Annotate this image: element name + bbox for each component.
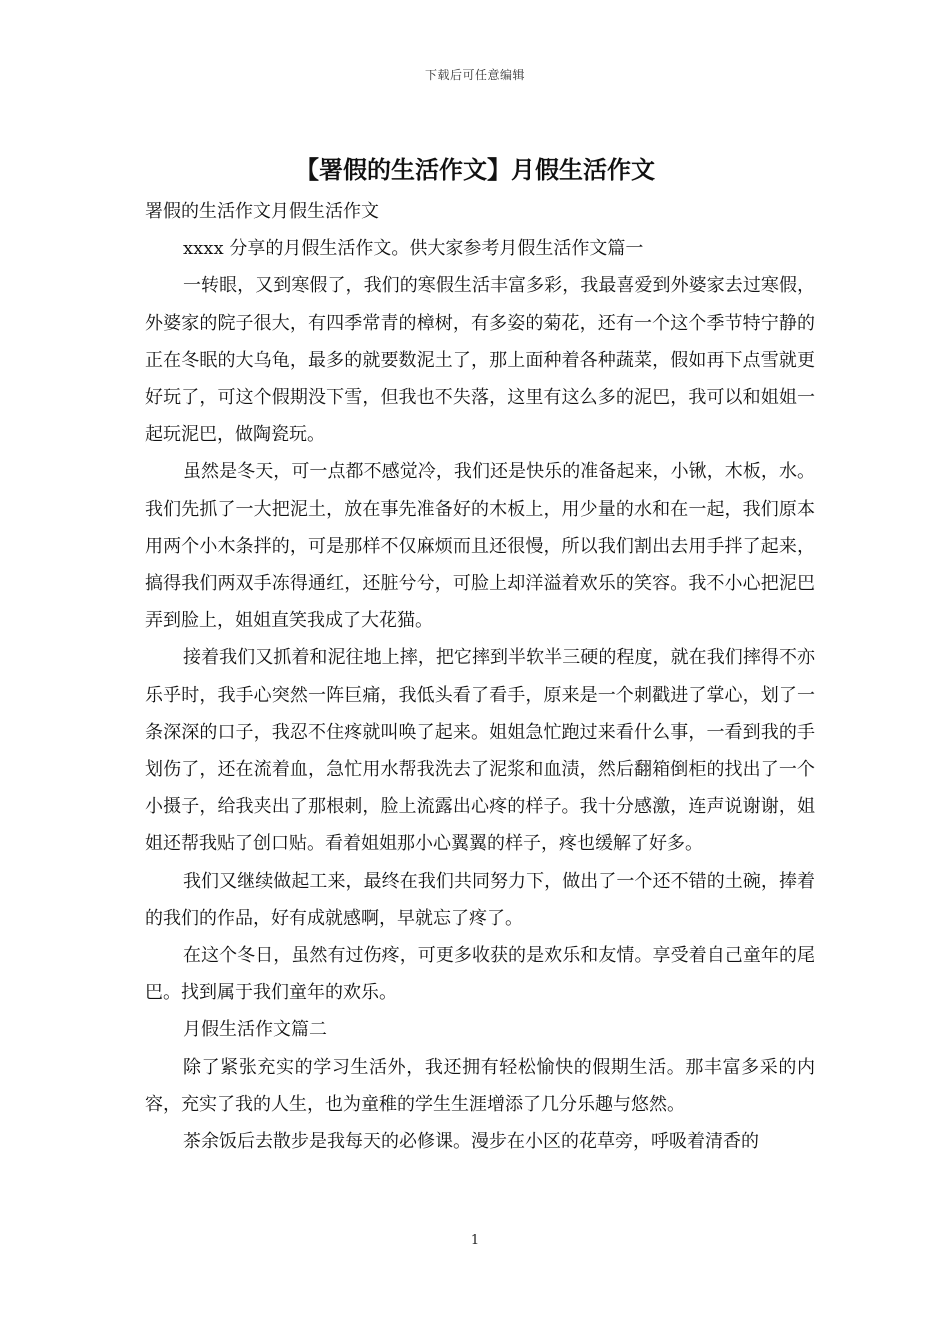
body-paragraph: 接着我们又抓着和泥往地上摔，把它摔到半软半三硬的程度，就在我们摔得不亦乐乎时，我手心突然一阵巨痛，我低头看了看手，原来是一个刺戳进了掌心，划了一条深深的口子，我忍不住疼就叫唤了起来。姐姐急忙跑过来看什么事，一看到我的手划伤了，还在流着血，急忙用水帮我洗去了泥浆和血渍，然后翻箱倒柜的找出了一个小摄子，给我夹出了那根刺，脸上流露出心疼的样子。我十分感激，连声说谢谢，姐姐还帮我贴了创口贴。看着姐姐那小心翼翼的样子，疼也缓解了好多。 bbox=[145, 647, 815, 855]
page-number: 1 bbox=[470, 1233, 480, 1248]
document-title: 【署假的生活作文】月假生活作文 bbox=[295, 155, 655, 184]
body-paragraph: 在这个冬日，虽然有过伤疼，可更多收获的是欢乐和友情。享受着自己童年的尾巴。找到属于我们童年的欢乐。 bbox=[145, 945, 815, 1004]
subtitle-line: 署假的生活作文月假生活作文 bbox=[145, 201, 379, 222]
body-paragraph: 我们又继续做起工来，最终在我们共同努力下，做出了一个还不错的土碗，捧着的我们的作品，好有成就感啊，早就忘了疼了。 bbox=[145, 870, 815, 929]
header-note: 下载后可任意编辑 bbox=[424, 68, 525, 82]
section-heading: 月假生活作文篇二 bbox=[183, 1019, 327, 1041]
body-paragraph: 除了紧张充实的学习生活外，我还拥有轻松愉快的假期生活。那丰富多采的内容，充实了我的人生，也为童稚的学生生涯增添了几分乐趣与悠然。 bbox=[145, 1056, 815, 1115]
body-paragraph: 虽然是冬天，可一点都不感觉冷，我们还是快乐的准备起来，小锹，木板，水。我们先抓了一大把泥土，放在事先准备好的木板上，用少量的水和在一起，我们原本用两个小木条拌的，可是那样不仅麻烦而且还很慢，所以我们割出去用手拌了起来，搞得我们两双手冻得通红，还脏兮兮，可脸上却洋溢着欢乐的笑容。我不小心把泥巴弄到脸上，姐姐直笑我成了大花猫。 bbox=[145, 461, 815, 632]
body-paragraph: 一转眼，又到寒假了，我们的寒假生活丰富多彩，我最喜爱到外婆家去过寒假，外婆家的院子很大，有四季常青的樟树，有多姿的菊花，还有一个这个季节特宁静的正在冬眠的大乌龟，最多的就要数泥土了，那上面种着各种蔬菜，假如再下点雪就更好玩了，可这个假期没下雪，但我也不失落，这里有这么多的泥巴，我可以和姐姐一起玩泥巴，做陶瓷玩。 bbox=[145, 275, 815, 446]
body-paragraph: 茶余饭后去散步是我每天的必修课。漫步在小区的花草旁，呼吸着清香的 bbox=[183, 1131, 759, 1153]
document-body bbox=[145, 193, 815, 1160]
intro-paragraph: xxxx 分享的月假生活作文。供大家参考月假生活作文篇一 bbox=[183, 238, 644, 260]
